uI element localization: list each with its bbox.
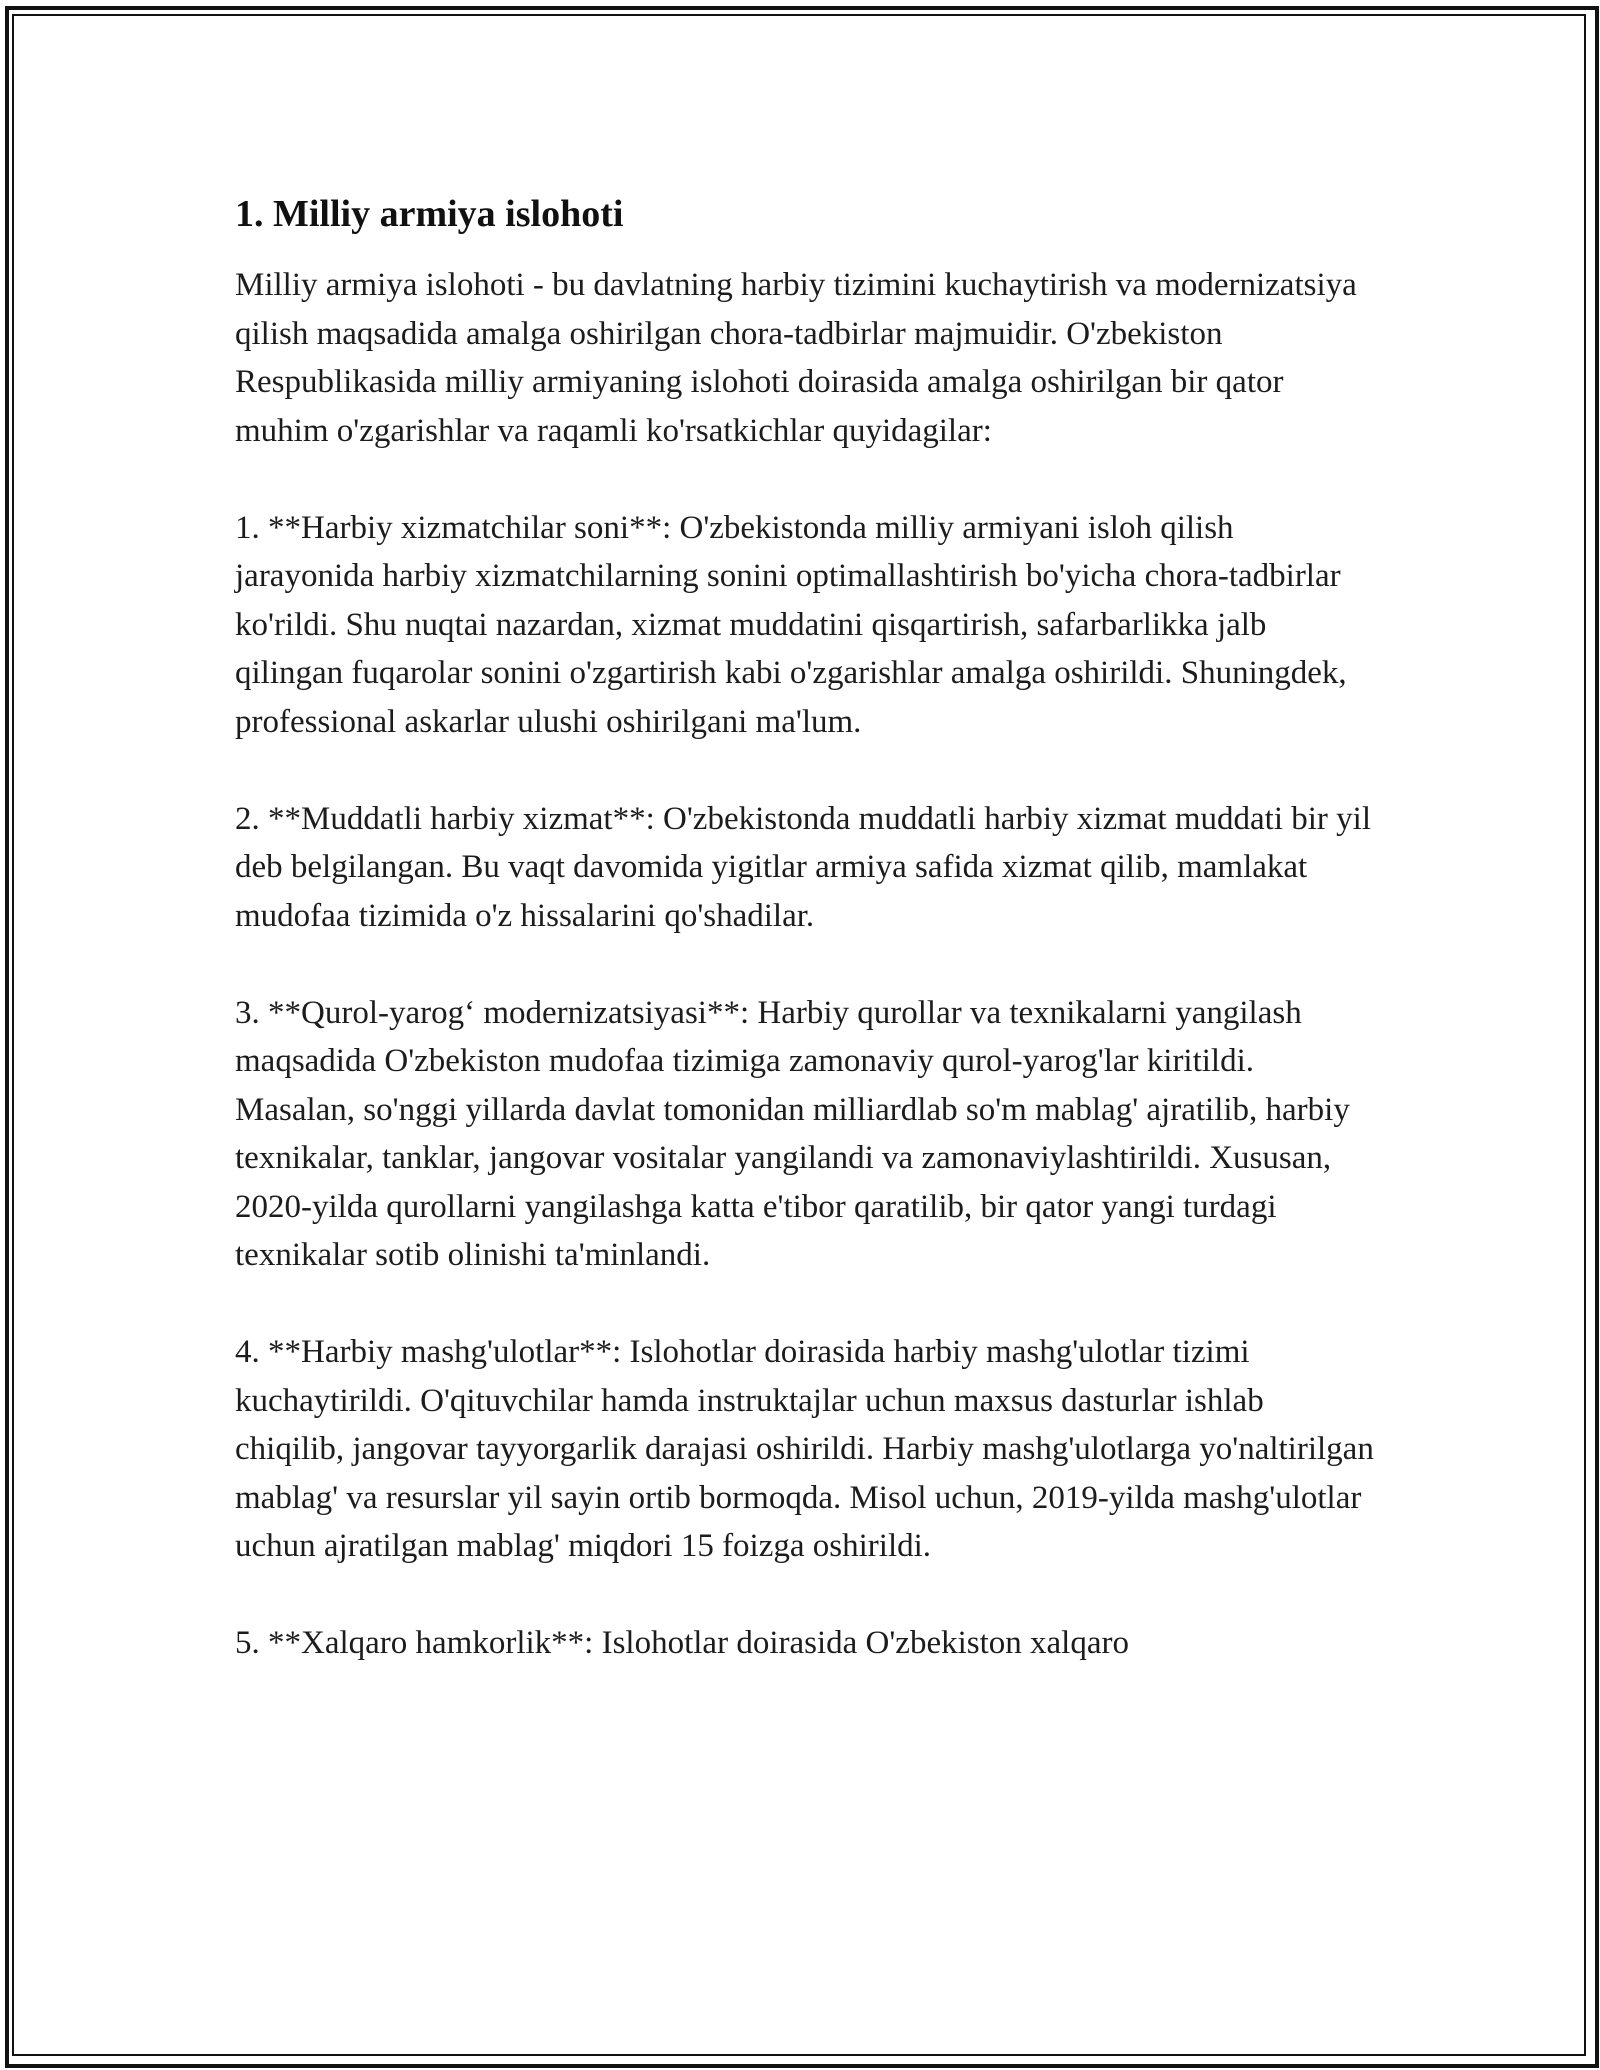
intro-paragraph: Milliy armiya islohoti - bu davlatning harbiy tizimini kuchaytirish va modernizatsiya qilish maqsadida amalga oshirilgan chora-tadbirlar majmuidir. O'zbekiston Respublikasida milliy armiyaning islohoti doirasida amalga oshirilgan bir qator muhim o'zgarishlar va raqamli ko'rsatkichlar quyidagilar:	[235, 267, 1357, 449]
list-item-international-cooperation: 5. **Xalqaro hamkorlik**: Islohotlar doirasida O'zbekiston xalqaro	[235, 1625, 1129, 1661]
list-item-military-personnel: 1. **Harbiy xizmatchilar soni**: O'zbekistonda milliy armiyani isloh qilish jarayonida harbiy xizmatchilarning sonini optimallashtirish bo'yicha chora-tadbirlar ko'rildi. Shu nuqtai nazardan, xizmat muddatini qisqartirish, safarbarlikka jalb qilingan fuqarolar sonini o'zgartirish kabi o'zgarishlar amalga oshirildi. Shuningdek, professional askarlar ulushi oshirilgani ma'lum.	[235, 509, 1347, 740]
section-title: 1. Milliy armiya islohoti	[235, 193, 624, 235]
list-item-conscription: 2. **Muddatli harbiy xizmat**: O'zbekistonda muddatli harbiy xizmat muddati bir yil deb belgilangan. Bu vaqt davomida yigitlar armiya safida xizmat qilib, mamlakat mudofaa tizimida o'z hissalarini qo'shadilar.	[235, 800, 1371, 934]
list-item-military-training: 4. **Harbiy mashg'ulotlar**: Islohotlar doirasida harbiy mashg'ulotlar tizimi kuchaytirildi. O'qituvchilar hamda instruktajlar uchun maxsus dasturlar ishlab chiqilib, jangovar tayyorgarlik darajasi oshirildi. Harbiy mashg'ulotlarga yo'naltirilgan mablag' va resurslar yil sayin ortib bormoqda. Misol uchun, 2019-yilda mashg'ulotlar uchun ajratilgan mablag' miqdori 15 foizga oshirildi.	[235, 1334, 1374, 1564]
document-body	[235, 190, 1375, 1668]
list-item-weapons-modernization: 3. **Qurol-yarog‘ modernizatsiyasi**: Harbiy qurollar va texnikalarni yangilash maqsadida O'zbekiston mudofaa tizimiga zamonaviy qurol-yarog'lar kiritildi. Masalan, so'nggi yillarda davlat tomonidan milliardlab so'm mablag' ajratilib, harbiy texnikalar, tanklar, jangovar vositalar yangilandi va zamonaviylashtirildi. Xususan, 2020-yilda qurollarni yangilashga katta e'tibor qaratilib, bir qator yangi turdagi texnikalar sotib olinishi ta'minlandi.	[235, 994, 1350, 1273]
